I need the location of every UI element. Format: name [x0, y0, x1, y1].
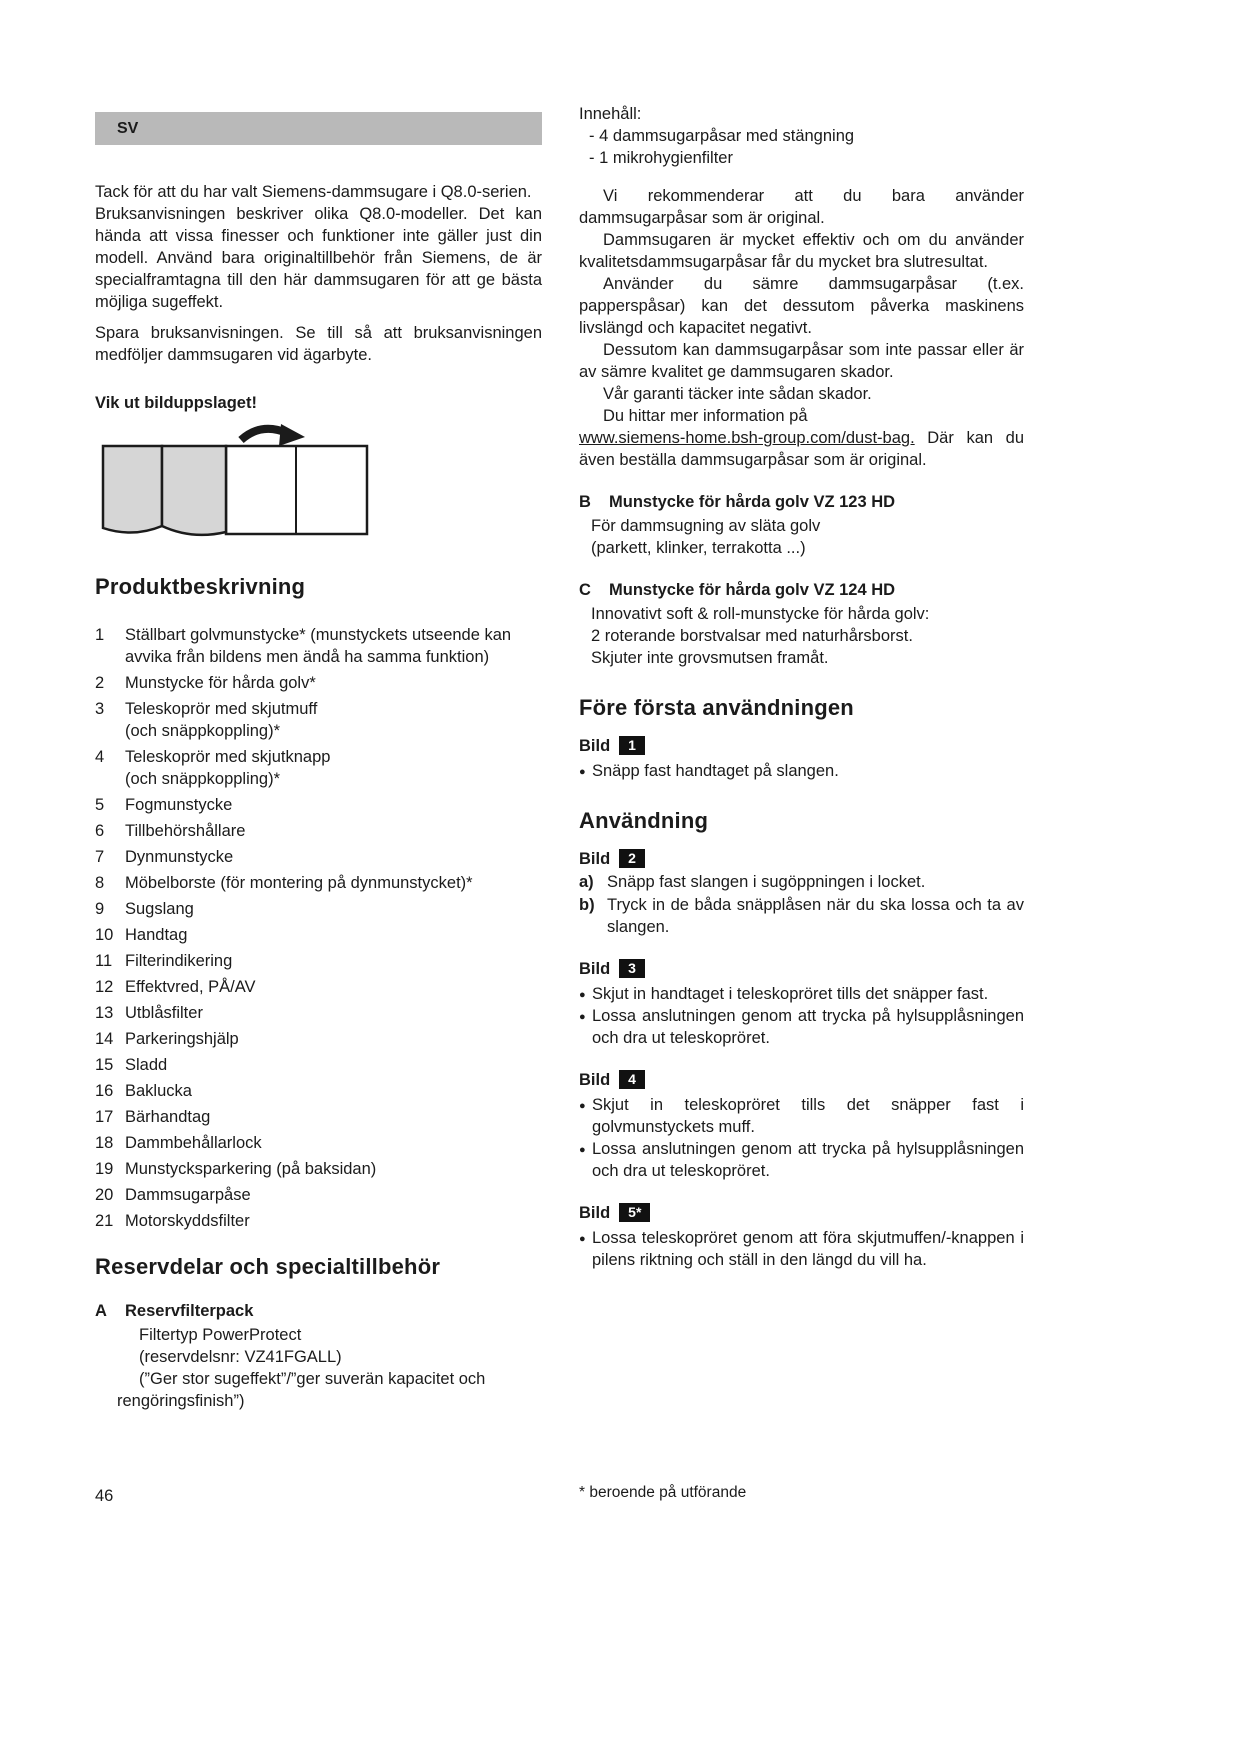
product-item — [95, 746, 542, 790]
body-paragraph — [579, 427, 1024, 471]
item-text: Munstycke för hårda golv* — [125, 674, 316, 692]
product-item — [95, 898, 542, 920]
accessory-line: Skjuter inte grovsmutsen framåt. — [591, 649, 829, 667]
contents-item: - 1 mikrohygienfilter — [589, 149, 733, 167]
instruction-list — [579, 871, 1024, 938]
product-item — [95, 950, 542, 972]
instruction-bullet: ● Lossa anslutningen genom att trycka på hylsupplåsningen och dra ut teleskopröret. — [579, 1138, 1024, 1182]
accessory-line: (parkett, klinker, terrakotta ...) — [591, 539, 806, 557]
product-item — [95, 976, 542, 998]
accessory-line: För dammsugning av släta golv — [591, 517, 821, 535]
contents-item: - 4 dammsugarpåsar med stängning — [589, 127, 855, 145]
accessory-details — [579, 603, 1024, 669]
body-paragraph: Dessutom kan dammsugarpåsar som inte passar eller är av sämre kvalitet ge dammsugaren skador. — [579, 341, 1024, 381]
item-text: Sugslang — [125, 900, 194, 918]
instruction-step — [579, 894, 1024, 938]
spare-part-line: rengöringsfinish”) — [117, 1392, 245, 1410]
item-text: Utblåsfilter — [125, 1004, 203, 1022]
figure-label: Bild — [579, 1071, 611, 1089]
item-text: Bärhandtag — [125, 1108, 211, 1126]
item-number: 16 — [95, 1082, 114, 1100]
item-text: Sladd — [125, 1056, 168, 1074]
figure-number-badge: 5* — [619, 1203, 650, 1222]
item-text: Ställbart golvmunstycke* (munstyckets utseende kan avvika från bildens men ändå ha samma funktion) — [125, 626, 512, 666]
item-number: 7 — [95, 848, 105, 866]
foldout-instruction: Vik ut bilduppslaget! — [95, 394, 257, 412]
contents-label: Innehåll: — [579, 105, 642, 123]
step-label: b) — [579, 896, 595, 914]
item-number: 15 — [95, 1056, 114, 1074]
page-number: 46 — [95, 1487, 114, 1505]
product-item — [95, 820, 542, 842]
product-item — [95, 1158, 542, 1180]
instruction-bullet: ● Skjut in handtaget i teleskopröret tills det snäpper fast. — [579, 983, 1024, 1005]
accessory-label: B — [579, 493, 591, 511]
product-item — [95, 846, 542, 868]
accessory-line: 2 roterande borstvalsar med naturhårsborst. — [591, 627, 913, 645]
section-heading-product: Produktbeskrivning — [95, 574, 306, 599]
item-number: 11 — [95, 952, 113, 970]
product-item — [95, 1210, 542, 1232]
item-number: 10 — [95, 926, 114, 944]
figure-number-badge: 1 — [619, 736, 645, 755]
item-number: 13 — [95, 1004, 114, 1022]
figure-row-4 — [579, 1069, 1024, 1091]
item-text: Parkeringshjälp — [125, 1030, 239, 1048]
item-text: Filterindikering — [125, 952, 233, 970]
fold-arrow-icon — [241, 424, 305, 446]
left-column — [95, 112, 542, 1412]
item-number: 4 — [95, 748, 105, 766]
item-number: 17 — [95, 1108, 114, 1126]
product-item — [95, 672, 542, 694]
item-number: 19 — [95, 1160, 114, 1178]
figure-label: Bild — [579, 1204, 611, 1222]
product-item — [95, 1054, 542, 1076]
item-text: Dynmunstycke — [125, 848, 234, 866]
item-text: Möbelborste (för montering på dynmunstycket)* — [125, 874, 473, 892]
spare-part-line: (”Ger stor sugeffekt”/”ger suverän kapacitet och — [139, 1370, 486, 1388]
item-number: 3 — [95, 700, 105, 718]
spare-part-line: Filtertyp PowerProtect — [139, 1326, 302, 1344]
item-number: 21 — [95, 1212, 114, 1230]
body-paragraph: Dammsugaren är mycket effektiv och om du använder kvalitetsdammsugarpåsar får du mycket bra slutresultat. — [579, 231, 1024, 271]
spare-part-title: Reservfilterpack — [125, 1302, 254, 1320]
instruction-list — [579, 983, 1024, 1049]
intro-paragraph-3: Spara bruksanvisningen. Se till så att bruksanvisningen medföljer dammsugaren vid ägarbyte. — [95, 324, 542, 364]
product-item — [95, 1184, 542, 1206]
section-heading-first-use: Före första användningen — [579, 695, 854, 720]
item-number: 9 — [95, 900, 105, 918]
item-number: 8 — [95, 874, 105, 892]
section-heading-spares: Reservdelar och specialtillbehör — [95, 1254, 441, 1279]
item-text: Tillbehörshållare — [125, 822, 246, 840]
figure-number-badge: 4 — [619, 1070, 645, 1089]
instruction-list — [579, 1094, 1024, 1182]
accessory-title: Munstycke för hårda golv VZ 123 HD — [609, 493, 896, 511]
accessory-line: Innovativt soft & roll-munstycke för hårda golv: — [591, 605, 930, 623]
figure-row-3 — [579, 958, 1024, 980]
accessory-title: Munstycke för hårda golv VZ 124 HD — [609, 581, 896, 599]
figure-row-5 — [579, 1202, 1024, 1224]
product-item — [95, 794, 542, 816]
product-list — [95, 624, 542, 1232]
product-item — [95, 872, 542, 894]
intro-paragraph-2: Bruksanvisningen beskriver olika Q8.0-modeller. Det kan hända att vissa finesser och funktioner inte gäller just din modell. Använd bara originaltillbehör från Siemens, de är specialframtagna till den här dammsugaren för att ge bästa möjliga sugeffekt. — [95, 205, 542, 311]
item-text: Munstycksparkering (på baksidan) — [125, 1160, 377, 1178]
section-heading-usage: Användning — [579, 808, 709, 833]
item-number: 6 — [95, 822, 105, 840]
product-item — [95, 924, 542, 946]
item-text: Motorskyddsfilter — [125, 1212, 250, 1230]
item-number: 5 — [95, 796, 105, 814]
right-column — [579, 103, 1024, 1271]
product-item — [95, 1002, 542, 1024]
body-paragraph: Du hittar mer information på — [603, 407, 808, 425]
figure-row-1 — [579, 735, 1024, 757]
item-number: 20 — [95, 1186, 114, 1204]
spare-part-row — [95, 1300, 542, 1322]
figure-row-2 — [579, 848, 1024, 870]
body-paragraph: Vår garanti täcker inte sådan skador. — [603, 385, 872, 403]
accessory-label: C — [579, 581, 591, 599]
dustbag-link[interactable]: www.siemens-home.bsh-group.com/dust-bag. — [579, 429, 915, 447]
item-text: Teleskoprör med skjutknapp (och snäppkoppling)* — [125, 748, 331, 788]
item-text: Fogmunstycke — [125, 796, 233, 814]
instruction-step — [579, 871, 1024, 893]
item-number: 1 — [95, 626, 105, 644]
instruction-bullet: ● Snäpp fast handtaget på slangen. — [579, 760, 1024, 782]
spare-part-details — [95, 1324, 542, 1412]
figure-number-badge: 3 — [619, 959, 645, 978]
item-text: Dammbehållarlock — [125, 1134, 262, 1152]
instruction-list — [579, 760, 1024, 782]
item-number: 2 — [95, 674, 105, 692]
footnote: * beroende på utförande — [579, 1484, 747, 1501]
item-number: 18 — [95, 1134, 114, 1152]
item-number: 14 — [95, 1030, 114, 1048]
intro-paragraph-1: Tack för att du har valt Siemens-dammsugare i Q8.0-serien. — [95, 183, 532, 201]
spare-part-label: A — [95, 1302, 107, 1320]
contents-block — [579, 103, 1024, 169]
step-text: Tryck in de båda snäpplåsen när du ska lossa och ta av slangen. — [607, 896, 1024, 936]
item-text: Baklucka — [125, 1082, 192, 1100]
item-number: 12 — [95, 978, 114, 996]
product-item — [95, 698, 542, 742]
step-label: a) — [579, 873, 594, 891]
step-text: Snäpp fast slangen i sugöppningen i locket. — [607, 873, 926, 891]
instruction-bullet: ● Skjut in teleskopröret tills det snäpper fast i golvmunstyckets muff. — [579, 1094, 1024, 1138]
language-code: SV — [117, 119, 139, 137]
product-item — [95, 1080, 542, 1102]
instruction-list — [579, 1227, 1024, 1271]
product-item — [95, 1106, 542, 1128]
product-item — [95, 1028, 542, 1050]
instruction-bullet: ● Lossa anslutningen genom att trycka på hylsupplåsningen och dra ut teleskopröret. — [579, 1005, 1024, 1049]
item-text: Handtag — [125, 926, 188, 944]
product-item — [95, 1132, 542, 1154]
item-text: Teleskoprör med skjutmuff (och snäppkoppling)* — [125, 700, 318, 740]
instruction-bullet: ● Lossa teleskopröret genom att föra skjutmuffen/-knappen i pilens riktning och ställ in den längd du vill ha. — [579, 1227, 1024, 1271]
accessory-section-b — [579, 491, 1024, 513]
spare-part-line: (reservdelsnr: VZ41FGALL) — [139, 1348, 342, 1366]
figure-number-badge: 2 — [619, 849, 645, 868]
item-text: Effektvred, PÅ/AV — [125, 978, 256, 996]
accessory-section-c — [579, 579, 1024, 601]
figure-label: Bild — [579, 737, 611, 755]
body-paragraph: Vi rekommenderar att du bara använder dammsugarpåsar som är original. — [579, 187, 1024, 227]
foldout-pages-drawing — [95, 424, 375, 546]
foldout-illustration — [95, 424, 542, 546]
link-following-text: Där kan du även beställa dammsugarpåsar som är original. — [579, 429, 1024, 469]
figure-label: Bild — [579, 960, 611, 978]
body-paragraph: Använder du sämre dammsugarpåsar (t.ex. papperspåsar) kan det dessutom påverka maskinens livslängd och kapacitet negativt. — [579, 275, 1024, 337]
accessory-details — [579, 515, 1024, 559]
product-item — [95, 624, 542, 668]
language-badge — [95, 112, 542, 145]
figure-label: Bild — [579, 850, 611, 868]
item-text: Dammsugarpåse — [125, 1186, 251, 1204]
